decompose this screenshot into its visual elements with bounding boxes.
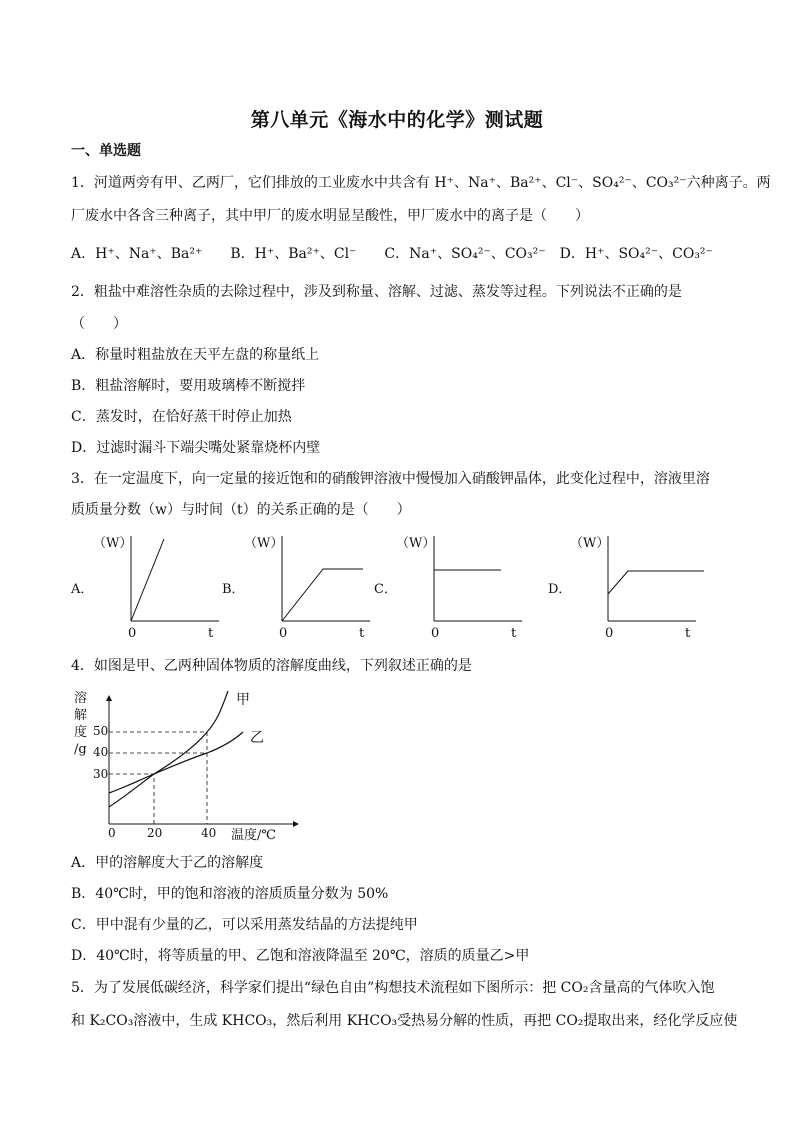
q4-option-c: C．甲中混有少量的乙，可以采用蒸发结晶的方法提纯甲 bbox=[71, 917, 418, 933]
curve-jia bbox=[109, 691, 228, 807]
x-axis-arrow bbox=[293, 821, 299, 827]
q4-ytick-40: 40 bbox=[93, 745, 109, 759]
q3-graph-a-letter: A． bbox=[71, 582, 94, 597]
q4-ytick-30: 30 bbox=[93, 767, 109, 781]
q3-graph-d-xlabel: t bbox=[685, 626, 691, 641]
q4-y-axis-label: 溶 解 度 /g bbox=[74, 691, 88, 757]
q2-stem-line1: 2．粗盐中难溶性杂质的去除过程中，涉及到称量、溶解、过滤、蒸发等过程。下列说法不正确的是 bbox=[71, 284, 682, 300]
q4-option-d: D．40℃时，将等质量的甲、乙饱和溶液降温至 20℃，溶质的质量乙>甲 bbox=[71, 948, 530, 964]
q4-plot bbox=[70, 685, 310, 845]
q4-xtick-20: 20 bbox=[147, 826, 163, 840]
q3-graph-b-ylabel: （W） bbox=[244, 536, 284, 551]
curve bbox=[608, 571, 704, 594]
q3-graph-b-xlabel: t bbox=[359, 626, 365, 641]
q4-xtick-40: 40 bbox=[201, 826, 217, 840]
page-title: 第八单元《海水中的化学》测试题 bbox=[250, 109, 544, 131]
q1-stem-line2: 厂废水中各含三种离子，其中甲厂的废水明显呈酸性，甲厂废水中的离子是（ ） bbox=[71, 208, 589, 224]
q5-stem-line2: 和 K₂CO₃溶液中，生成 KHCO₃，然后利用 KHCO₃受热易分解的性质，再把 CO₂提取出来，经化学反应使 bbox=[71, 1013, 738, 1029]
q4-stem: 4．如图是甲、乙两种固体物质的溶解度曲线，下列叙述正确的是 bbox=[71, 658, 472, 674]
section-heading: 一、单选题 bbox=[71, 143, 141, 159]
q3-graph-a-plot bbox=[71, 530, 231, 630]
q3-graph-d-letter: D． bbox=[548, 582, 572, 597]
q3-graph-b-origin: 0 bbox=[279, 626, 288, 641]
y-axis-arrow bbox=[106, 695, 112, 701]
q3-graph-b-letter: B． bbox=[222, 582, 245, 597]
q3-graph-a bbox=[71, 530, 214, 645]
q1-stem-line1: 1．河道两旁有甲、乙两厂，它们排放的工业废水中共含有 H⁺、Na⁺、Ba²⁺、Cl⁻、SO₄²⁻、CO₃²⁻六种离子。两 bbox=[71, 175, 771, 191]
q4-series-jia-label: 甲 bbox=[236, 692, 250, 708]
q5-stem-line1: 5．为了发展低碳经济，科学家们提出“绿色自由”构想技术流程如下图所示：把 CO₂含量高的气体吹入饱 bbox=[71, 980, 715, 996]
q3-graph-b bbox=[222, 530, 372, 645]
q3-graph-c-origin: 0 bbox=[431, 626, 440, 641]
q3-graph-b-plot bbox=[222, 530, 382, 630]
q2-option-a: A．称量时粗盐放在天平左盘的称量纸上 bbox=[71, 347, 320, 363]
guide-40-50 bbox=[109, 732, 207, 824]
q2-option-c: C．蒸发时，在恰好蒸干时停止加热 bbox=[71, 409, 292, 425]
q2-stem-line2: （ ） bbox=[71, 316, 127, 332]
q2-option-d: D．过滤时漏斗下端尖嘴处紧靠烧杯内壁 bbox=[71, 440, 321, 456]
q3-graph-c-ylabel: （W） bbox=[396, 536, 436, 551]
q4-x-axis-label: 温度/℃ bbox=[231, 828, 276, 843]
q3-graph-c-xlabel: t bbox=[511, 626, 517, 641]
curve bbox=[131, 539, 164, 621]
q3-stem-line2: 质质量分数（w）与时间（t）的关系正确的是（ ） bbox=[71, 502, 411, 518]
q2-option-b: B．粗盐溶解时，要用玻璃棒不断搅拌 bbox=[71, 378, 306, 394]
q3-graph-d-plot bbox=[548, 530, 708, 630]
q3-graph-c-letter: C． bbox=[374, 582, 397, 597]
q3-graph-c-plot bbox=[374, 530, 534, 630]
q4-origin: 0 bbox=[108, 826, 116, 840]
curve-yi bbox=[109, 732, 243, 793]
curve bbox=[282, 569, 363, 621]
guide-20-30 bbox=[109, 774, 154, 824]
q3-graph-a-origin: 0 bbox=[128, 626, 137, 641]
q3-graph-a-ylabel: （W） bbox=[93, 536, 133, 551]
q3-graph-c bbox=[374, 530, 524, 645]
q3-graph-d-origin: 0 bbox=[605, 626, 614, 641]
q4-solubility-chart bbox=[70, 685, 310, 845]
q1-options: A．H⁺、Na⁺、Ba²⁺ B．H⁺、Ba²⁺、Cl⁻ C．Na⁺、SO₄²⁻、CO₃²⁻ D．H⁺、SO₄²⁻、CO₃²⁻ bbox=[71, 246, 713, 262]
q3-stem-line1: 3．在一定温度下，向一定量的接近饱和的硝酸钾溶液中慢慢加入硝酸钾晶体，此变化过程中，溶液里溶 bbox=[71, 471, 710, 487]
q3-graph-d-ylabel: （W） bbox=[570, 536, 610, 551]
q4-option-b: B．40℃时，甲的饱和溶液的溶质质量分数为 50% bbox=[71, 886, 389, 902]
q3-graph-a-xlabel: t bbox=[208, 626, 214, 641]
q4-series-yi-label: 乙 bbox=[250, 730, 264, 746]
q4-ytick-50: 50 bbox=[93, 724, 109, 738]
q3-graph-d bbox=[548, 530, 708, 645]
q4-option-a: A．甲的溶解度大于乙的溶解度 bbox=[71, 855, 264, 871]
